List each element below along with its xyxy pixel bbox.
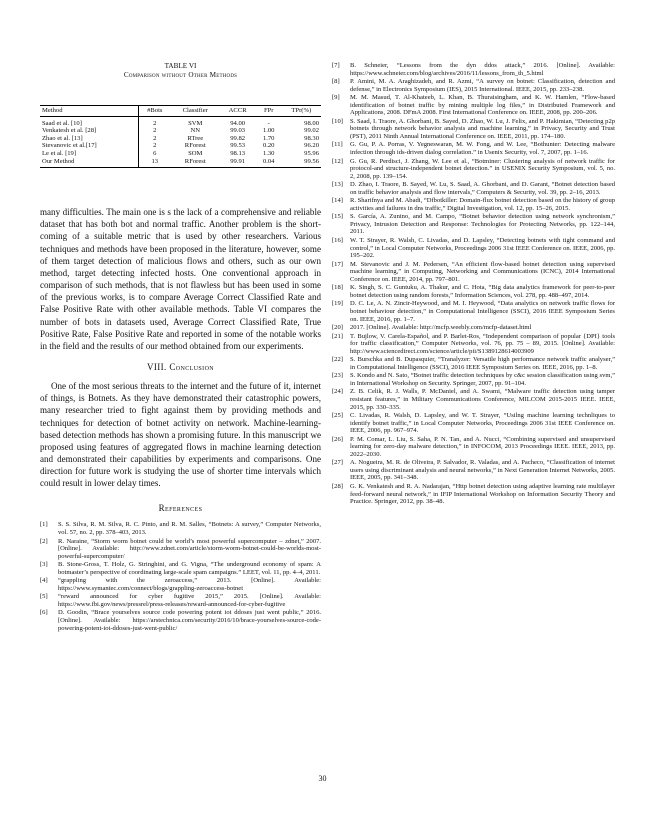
reference-item [332, 62, 615, 77]
reference-number: [19] [332, 300, 343, 308]
reference-number: [25] [332, 412, 343, 420]
reference-text: G. Gu, R. Perdisci, J. Zhang, W. Lee et al., “Botminer: Clustering analysis of network traffic for protocol-and structure-independent botnet detection.” in USENIX Security Symposium, vol. 5, no. 2, 2008, pp. 139–154. [350, 157, 615, 180]
reference-item [332, 197, 615, 212]
reference-number: [15] [332, 213, 343, 221]
reference-item [40, 561, 321, 576]
reference-number: [27] [332, 459, 343, 467]
cell-classifier: RTree [187, 134, 204, 142]
table-row [40, 142, 321, 150]
col-accr: ACCR [228, 107, 247, 114]
table-row [40, 150, 321, 158]
reference-number: [10] [332, 117, 343, 125]
reference-text: S. Saad, I. Traore, A. Ghorbani, B. Sayed, D. Zhao, W. Lu, J. Felix, and P. Hakimian, “Detecting p2p botnets through network behavior analysis and machine learning,” in Privacy, Security and Trust (PST), 2011 Ninth Annual International Conference on. IEEE, 2011, pp. 174–180. [350, 117, 615, 140]
reference-text: G. Gu, P. A. Porras, V. Yegneswaran, M. W. Fong, and W. Lee, “Bothunter: Detecting malware infection through ids-driven dialog correlation.” in Usenix Security, vol. 7, 2007, pp. 1–16. [350, 141, 615, 157]
reference-item [332, 436, 615, 459]
cell-tpr: 98.00 [304, 119, 319, 127]
page-number: 30 [318, 774, 327, 783]
col-classifier: Classifier [182, 107, 208, 114]
cell-accr: 94.00 [230, 119, 246, 127]
reference-text: D. Goodin, “Brace yourselves source code powering potent iot ddoses just went public,” 2016. [Online]. Available: https://arstechnica.com/security/2016/10/brace-yourselves-source-code-powering-potent-iot-ddoses-just-went-public/ [58, 609, 321, 632]
reference-number: [11] [332, 141, 343, 149]
reference-text: M. M. Masud, T. Al-Khateeb, L. Khan, B. Thuraisingham, and K. W. Hamlen, “Flow-based identification of botnet traffic by mining multiple log files,” in Distributed Framework and Applications, 2008. DFmA 2008. First International Conference on. IEEE, 2008, pp. 200–206. [350, 94, 615, 117]
reference-item [332, 372, 615, 387]
cell-bots: 6 [138, 150, 171, 158]
cell-fpr: - [267, 119, 270, 127]
reference-item [332, 261, 615, 284]
cell-classifier: NN [190, 127, 201, 135]
reference-number: [8] [332, 78, 340, 86]
reference-text: 2017. [Online]. Available: http://mcfp.weebly.com/mcfp-dataset.html [350, 324, 532, 332]
col-fpr: FPr [263, 107, 274, 114]
reference-number: [26] [332, 435, 343, 443]
reference-item [332, 324, 615, 332]
cell-bots: 2 [138, 142, 171, 150]
reference-item [332, 459, 615, 482]
reference-item [332, 333, 615, 356]
cell-method: Venkatesh et al. [28] [42, 127, 97, 135]
reference-number: [17] [332, 260, 343, 268]
table-body [40, 116, 321, 168]
section-heading-conclusion: VIII. Conclusion [146, 362, 215, 373]
cell-accr: 99.82 [230, 134, 246, 142]
reference-number: [7] [332, 62, 340, 69]
reference-number: [5] [40, 593, 48, 601]
reference-number: [12] [332, 157, 343, 165]
reference-text: M. Stevanovic and J. M. Pedersen, “An efficient flow-based botnet detection using supervised machine learning,” in Computing, Networking and Communications (ICNC), 2014 International Conference on. IEEE, 2014, pp. 797–801. [350, 260, 615, 283]
cell-classifier: RForest [184, 142, 206, 150]
reference-text: T. Bujlow, V. Carela-Español, and P. Barlet-Ros, “Independent comparison of popular {DPI} tools for traffic classification,” Computer Networks, vol. 76, pp. 75 – 89, 2015. [Online]. Available: http://www.sciencedirect.com/science/article/pii/S1389128614003909 [350, 332, 615, 355]
cell-accr: 99.53 [230, 142, 246, 150]
cell-classifier: RForest [184, 157, 206, 165]
cell-fpr: 1.30 [262, 149, 275, 157]
reference-item [40, 577, 321, 592]
reference-item [332, 94, 615, 117]
reference-number: [20] [332, 324, 343, 332]
reference-number: [16] [332, 237, 343, 245]
reference-item [40, 609, 321, 632]
reference-item [332, 181, 615, 196]
references-heading: References [158, 503, 203, 514]
reference-number: [4] [40, 577, 48, 585]
table-row [40, 135, 321, 143]
reference-item [332, 356, 615, 371]
reference-list-left [40, 521, 321, 632]
reference-number: [24] [332, 388, 343, 396]
reference-text: S. García, A. Zunino, and M. Campo, “Botnet behavior detection using network synchronism,” Privacy, Intrusion Detection and Response: Technologies for Protecting Networks, pp. 122–144, 2011. [350, 213, 615, 236]
cell-accr: 98.13 [230, 149, 246, 157]
body-paragraph-1: many difficulties. The main one is s the lack of a comprehensive and reliable dataset that has both bot and normal traffic. Another problem is the short-coming of a suitable metric that is used by other researchers. Various techniques and methods have been proposed in the literature, however, some of them target detection of malicious flows and others, such as our own method, target detecting infected hosts. One conventional approach in comparison of such methods, that is not flawless but has been used in some of the previous works, is to compare Average Correct Classified Rate and False Positive Rate with other available methods. Table VI compares the number of bots in datasets used, Average Correct Classified Rate, True Positive Rate, False Positive Rate and reported in some of the notable works in the field and the results of our method obtained from our experiments. [40, 207, 321, 351]
col-method: Method [42, 107, 63, 114]
reference-number: [23] [332, 372, 343, 380]
cell-bots: 2 [138, 135, 171, 143]
cell-bots: 13 [138, 158, 171, 168]
reference-text: S. Kondo and N. Sato, “Botnet traffic detection techniques by c&c session classification using svm,” in International Workshop on Security. Springer, 2007, pp. 91–104. [350, 372, 615, 387]
reference-number: [6] [40, 609, 48, 617]
reference-text: S. S. Silva, R. M. Silva, R. C. Pinto, and R. M. Salles, “Botnets: A survey,” Computer Networks, vol. 57, no. 2, pp. 378–403, 2013. [58, 521, 321, 536]
body-paragraph-2: One of the most serious threats to the internet and the future of it, internet of things, is Botnets. As they have demonstrated their catastrophic powers, many researcher tried to fight against them by providing methods and techniques for detection of botnet activity on network. Machine-learning-based detection methods has shown a promising future. In this manuscript we proposed using features of aggregated flows in machine learning detection and demonstrated their capabilities by experiments and comparisons. One direction for future work is studying the use of shorter time intervals which could result in lower delay times. [40, 381, 321, 489]
cell-tpr: 99.56 [304, 157, 319, 165]
reference-text: W. T. Strayer, R. Walsh, C. Livadas, and D. Lapsley, “Detecting botnets with tight command and control,” in Local Computer Networks, Proceedings 2006 31st IEEE Conference on. IEEE, 2006, pp. 195–202. [350, 237, 615, 260]
reference-number: [18] [332, 284, 343, 292]
reference-text: D. C. Le, A. N. Zincir-Heywood, and M. I. Heywood, “Data analytics on network traffic flows for botnet behaviour detection,” in Computational Intelligence (SSCI), 2016 IEEE Symposium Series on. IEEE, 2016, pp. 1–7. [350, 300, 615, 323]
table-header-row [40, 106, 321, 117]
col-bots: #Bots [138, 106, 171, 117]
cell-fpr: 1.70 [262, 134, 275, 142]
cell-tpr: 98.30 [304, 134, 319, 142]
cell-classifier: SVM [188, 119, 203, 127]
reference-item [332, 284, 615, 299]
reference-list-right [332, 62, 615, 506]
cell-bots: 2 [138, 127, 171, 135]
table-row [40, 158, 321, 168]
cell-fpr: 0.20 [262, 142, 275, 150]
table-title: Comparison without Other Methods [123, 71, 238, 79]
reference-text: B. Schneier, “Lessons from the dyn ddos attack,” 2016. [Online]. Available: https://www.schneier.com/blog/archives/2016/11/lessons_from_th_5.html [350, 62, 615, 77]
right-column [332, 62, 615, 507]
reference-text: A. Nogueira, M. R. de Oliveira, P. Salvador, R. Valadas, and A. Pacheco, “Classification of internet users using discriminant analysis and neural networks,” in Next Generation Internet Networks, 2005. IEEE, 2005, pp. 341–348. [350, 459, 615, 482]
reference-item [332, 158, 615, 181]
reference-item [332, 141, 615, 156]
cell-bots: 2 [138, 116, 171, 127]
reference-item [332, 483, 615, 506]
reference-number: [14] [332, 197, 343, 205]
reference-number: [9] [332, 94, 340, 102]
reference-text: R. Sharifnya and M. Abadi, “Dfbotkiller: Domain-flux botnet detection based on the history of group activities and failures in dns traffic,” Digital Investigation, vol. 12, pp. 15–26, 2015. [350, 197, 615, 212]
cell-method: Our Method [42, 157, 75, 165]
cell-accr: 99.91 [230, 157, 246, 165]
reference-item [332, 412, 615, 435]
reference-text: “grappling with the zeroaccess,” 2013. [Online]. Available: https://www.symantec.com/connect/blogs/grappling-zeroaccess-botnet [58, 577, 321, 592]
col-tpr: TPr(%) [291, 107, 312, 114]
reference-item [332, 300, 615, 323]
reference-number: [21] [332, 332, 343, 340]
cell-fpr: 0.04 [262, 157, 275, 165]
reference-item [332, 118, 615, 141]
reference-text: P. Amini, M. A. Araghizadeh, and R. Azmi, “A survey on botnet: Classification, detection and defense,” in Electronics Symposium (IES), 2015 International. IEEE, 2015, pp. 233–238. [350, 78, 615, 93]
cell-fpr: 1.00 [262, 127, 275, 135]
reference-text: P. M. Comar, L. Liu, S. Saha, P. N. Tan, and A. Nucci, “Combining supervised and unsupervised learning for zero-day malware detection,” in INFOCOM, 2013 Proceedings IEEE. IEEE, 2013, pp. 2022–2030. [350, 435, 615, 458]
table-row [40, 116, 321, 127]
reference-item [332, 388, 615, 411]
cell-method: Zhao et al. [13] [42, 134, 83, 142]
reference-number: [28] [332, 482, 343, 490]
reference-item [332, 237, 615, 260]
reference-text: Z. B. Celik, R. J. Walls, P. McDaniel, and A. Swami, “Malware traffic detection using tamper resistant features,” in Military Communications Conference, MILCOM 2015-2015 IEEE. IEEE, 2015, pp. 330–335. [350, 388, 615, 411]
cell-method: Stevanovic et al.[17] [42, 142, 97, 150]
cell-tpr: 95.96 [304, 149, 319, 157]
reference-text: D. Zhao, I. Traore, B. Sayed, W. Lu, S. Saad, A. Ghorbani, and D. Garant, “Botnet detection based on traffic behavior analysis and flow intervals,” Computers & Security, vol. 39, pp. 2–16, 2013. [350, 181, 615, 196]
reference-item [332, 78, 615, 93]
reference-item [40, 593, 321, 608]
table-row [40, 127, 321, 135]
reference-number: [22] [332, 356, 343, 364]
left-column [40, 62, 321, 633]
cell-method: Le et al. [19] [42, 149, 77, 157]
cell-classifier: SOM [188, 149, 203, 157]
reference-number: [1] [40, 521, 48, 529]
reference-text: S. Burschka and B. Dupasquier, “Tranalyzer: Versatile high performance network traffic analyser,” in Computational Intelligence (SSCI), 2016 IEEE Symposium Series on. IEEE, 2016, pp. 1–8. [350, 356, 615, 371]
reference-text: C. Livadas, R. Walsh, D. Lapsley, and W. T. Strayer, “Usilng machine learning technliques to identify botnet traffic,” in Local Computer Networks, Proceedings 2006 31st IEEE Conference on. IEEE, 2006, pp. 967–974. [350, 412, 615, 435]
table-caption [40, 62, 321, 80]
reference-text: R. Naraine, “Storm worm botnet could be world’s most powerful supercomputer – zdnet,” 2007. [Online]. Available: http://www.zdnet.com/article/storm-worm-botnet-could-be-worlds-most-powerful-supercomputer/ [58, 537, 321, 560]
cell-accr: 99.03 [230, 127, 246, 135]
reference-item [332, 213, 615, 236]
reference-item [40, 538, 321, 561]
reference-text: K. Singh, S. C. Guntuku, A. Thakur, and C. Hota, “Big data analytics framework for peer-to-peer botnet detection using random forests,” Information Sciences, vol. 278, pp. 488–497, 2014. [350, 284, 615, 299]
reference-number: [3] [40, 561, 48, 569]
reference-number: [13] [332, 181, 343, 189]
cell-tpr: 99.02 [304, 127, 319, 135]
table-label: TABLE VI [164, 62, 197, 70]
reference-number: [2] [40, 537, 48, 545]
reference-text: “reward announced for cyber fugitive 2015,” 2015. [Online]. Available: https://www.fbi.gov/news/pressrel/press-releases/reward-announced-for-cyber-fugitive [58, 593, 321, 608]
reference-text: B. Stone-Gross, T. Holz, G. Stringhini, and G. Vigna, “The underground economy of spam: A botmaster’s perspective of coordinating large-scale spam campaigns.” LEET, vol. 11, pp. 4–4, 2011. [58, 561, 321, 576]
reference-item [40, 521, 321, 536]
comparison-table [40, 105, 321, 168]
reference-text: G. K. Venkatesh and R. A. Nadarajan, “Http botnet detection using adaptive learning rate multilayer feed-forward neural network,” in IFIP International Workshop on Information Security Theory and Practice. Springer, 2012, pp. 38–48. [350, 482, 615, 506]
cell-tpr: 96.20 [304, 142, 319, 150]
cell-method: Saad et al. [10] [42, 119, 82, 127]
